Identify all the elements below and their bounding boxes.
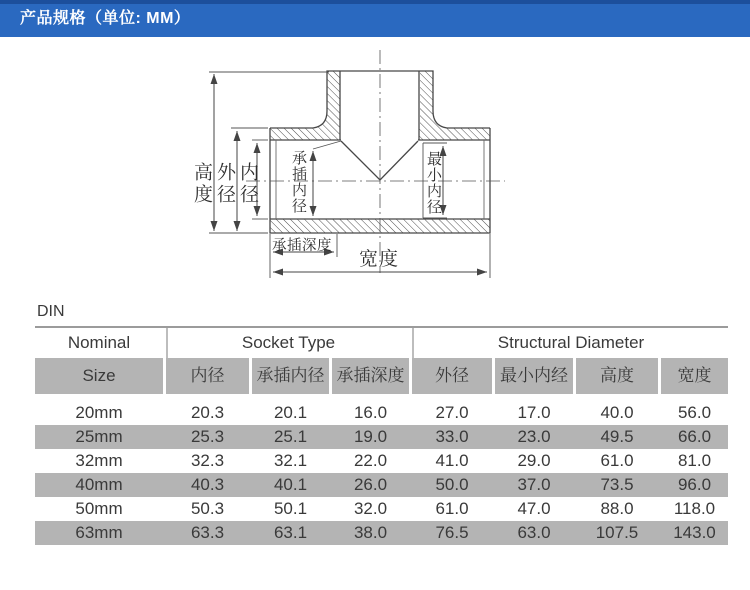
table-cell: 88.0 (600, 499, 634, 518)
table-cell: 118.0 (673, 499, 716, 518)
table-cell: 50.3 (190, 499, 225, 518)
table-cell: 20.1 (273, 403, 308, 422)
group-header-cell: Nominal (67, 333, 131, 352)
column-header-cell: 承插深度 (332, 358, 409, 394)
table-cell: 20mm (75, 403, 123, 422)
table-cell: 63.0 (517, 523, 551, 542)
table-row (35, 449, 728, 473)
table-cell: 38.0 (353, 523, 388, 542)
table-cell: 143.0 (673, 523, 716, 542)
header-bar (0, 0, 750, 37)
table-cell: 50.1 (273, 499, 308, 518)
table-cell: 23.0 (517, 427, 551, 446)
table-cell: 73.5 (600, 475, 634, 494)
table-group-header-row (35, 328, 728, 358)
table-row (35, 425, 728, 449)
table-cell: 25.1 (273, 427, 308, 446)
table-cell: 22.0 (353, 451, 388, 470)
table-cell: 66.0 (677, 427, 712, 446)
table-cell: 61.0 (435, 499, 469, 518)
table-cell: 40mm (75, 475, 123, 494)
column-header-cell: 承插内径 (252, 358, 329, 394)
table-cell: 19.0 (353, 427, 388, 446)
table-cell: 63mm (75, 523, 123, 542)
table-cell: 50mm (75, 499, 123, 518)
table-cell: 96.0 (677, 475, 712, 494)
table-cell: 32.0 (353, 499, 388, 518)
table-cell: 33.0 (435, 427, 469, 446)
table-row (35, 401, 728, 425)
min-inner-diameter-label: 最小内径 (425, 151, 442, 215)
table-row (35, 521, 728, 545)
table-cell: 81.0 (677, 451, 712, 470)
table-row (35, 497, 728, 521)
column-header-cell: 宽度 (661, 358, 728, 394)
table-cell: 32mm (75, 451, 123, 470)
table-cell: 50.0 (435, 475, 469, 494)
din-caption: DIN (37, 303, 65, 320)
table-cell: 37.0 (517, 475, 551, 494)
width-label: 宽度 (359, 249, 400, 270)
table-cell: 107.5 (595, 523, 639, 542)
table-cell: 29.0 (517, 451, 551, 470)
column-header-cell: 高度 (576, 358, 658, 394)
table-cell: 56.0 (677, 403, 712, 422)
table-cell: 32.1 (273, 451, 308, 470)
table-cell: 40.0 (600, 403, 634, 422)
table-cell: 26.0 (353, 475, 388, 494)
inner-diameter-label: 内径 (237, 162, 258, 206)
table-cell: 40.3 (190, 475, 225, 494)
table-cell: 17.0 (517, 403, 551, 422)
height-label: 高度 (191, 162, 212, 206)
table-cell: 63.1 (273, 523, 308, 542)
table-column-header-row (35, 358, 728, 394)
table-cell: 25mm (75, 427, 123, 446)
outer-diameter-label: 外径 (214, 162, 235, 206)
table-cell: 76.5 (435, 523, 469, 542)
column-header-cell: Size (35, 358, 163, 394)
column-header-cell: 内径 (166, 358, 249, 394)
table-cell: 32.3 (190, 451, 225, 470)
socket-depth-label: 承插深度 (272, 238, 332, 254)
table-cell: 49.5 (600, 427, 634, 446)
table-cell: 40.1 (273, 475, 308, 494)
table-cell: 47.0 (517, 499, 551, 518)
table-cell: 41.0 (435, 451, 469, 470)
table-cell: 20.3 (190, 403, 225, 422)
page-title: 产品规格（单位: MM） (20, 10, 191, 27)
table-cell: 63.3 (190, 523, 225, 542)
group-header-cell: Structural Diameter (412, 328, 728, 358)
spec-table (35, 326, 728, 545)
socket-inner-diameter-label: 承插内径 (290, 150, 307, 214)
table-cell: 27.0 (435, 403, 469, 422)
column-header-cell: 最小内经 (495, 358, 573, 394)
group-header-cell: Socket Type (166, 328, 409, 358)
table-row (35, 473, 728, 497)
column-header-cell: 外径 (412, 358, 492, 394)
table-cell: 16.0 (353, 403, 388, 422)
table-cell: 25.3 (190, 427, 225, 446)
table-cell: 61.0 (600, 451, 634, 470)
